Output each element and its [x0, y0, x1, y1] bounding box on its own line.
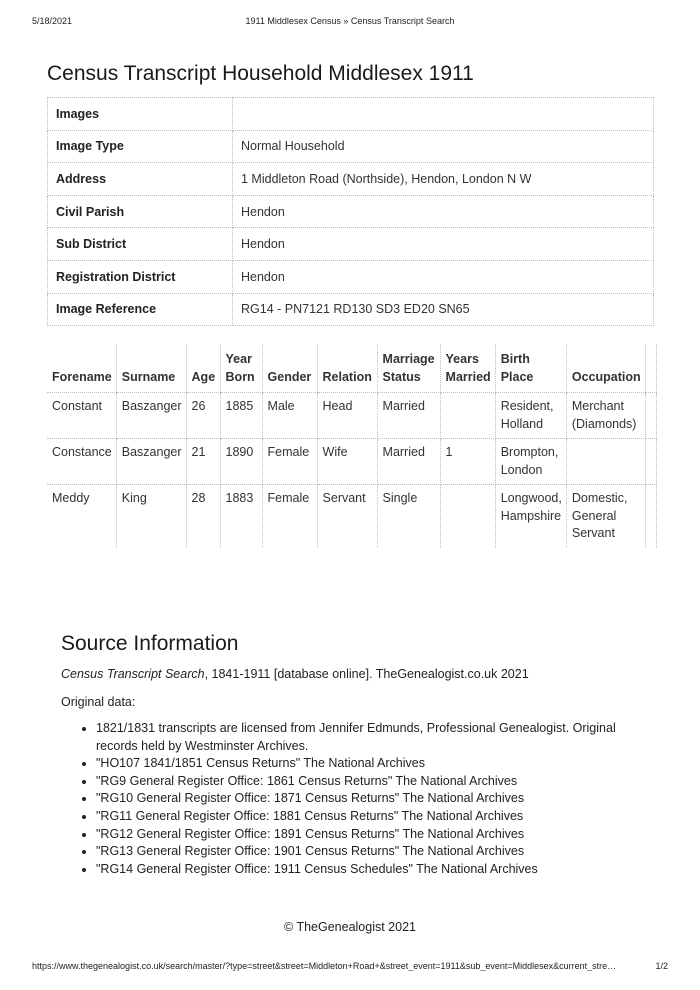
col-header-spacer [645, 344, 656, 393]
household-info-table [47, 97, 654, 326]
page-number: 1/2 [655, 961, 668, 971]
cell-relation: Head [317, 393, 377, 439]
col-header-surname: Surname [116, 344, 186, 393]
cell-occupation: Domestic, General Servant [566, 485, 645, 548]
cell-years-married [440, 485, 495, 548]
cell-surname: Baszanger [116, 393, 186, 439]
cell-forename: Meddy [47, 485, 116, 548]
print-header [32, 16, 668, 30]
list-item: • "RG11 General Register Office: 1881 Census Returns" The National Archives [96, 808, 656, 826]
col-header-birth-place: Birth Place [495, 344, 566, 393]
col-header-relation: Relation [317, 344, 377, 393]
info-value: Normal Household [233, 130, 654, 163]
table-row [47, 439, 656, 485]
info-label: Sub District [48, 228, 233, 261]
list-item: • "RG14 General Register Office: 1911 Census Schedules" The National Archives [96, 861, 656, 879]
info-row-image-type [48, 130, 654, 163]
cell-relation: Servant [317, 485, 377, 548]
info-value: Hendon [233, 260, 654, 293]
original-data-label: Original data: [61, 695, 136, 709]
cell-year-born: 1883 [220, 485, 262, 548]
info-row-address [48, 163, 654, 196]
citation-details: , 1841-1911 [database online]. TheGenealogist.co.uk 2021 [204, 667, 529, 681]
cell-relation: Wife [317, 439, 377, 485]
census-header-row [47, 344, 656, 393]
cell-age: 21 [186, 439, 220, 485]
info-value: RG14 - PN7121 RD130 SD3 ED20 SN65 [233, 293, 654, 326]
list-item: • "HO107 1841/1851 Census Returns" The National Archives [96, 755, 656, 773]
table-row [47, 393, 656, 439]
list-item: • "RG10 General Register Office: 1871 Census Returns" The National Archives [96, 790, 656, 808]
cell-occupation [566, 439, 645, 485]
cell-marriage-status: Single [377, 485, 440, 548]
cell-year-born: 1885 [220, 393, 262, 439]
table-row [47, 485, 656, 548]
cell-year-born: 1890 [220, 439, 262, 485]
cell-age: 28 [186, 485, 220, 548]
col-header-occupation: Occupation [566, 344, 645, 393]
copyright-notice: © TheGenealogist 2021 [284, 920, 416, 934]
info-value: 1 Middleton Road (Northside), Hendon, London N W [233, 163, 654, 196]
cell-gender: Male [262, 393, 317, 439]
info-row-images [48, 98, 654, 131]
info-row-sub-district [48, 228, 654, 261]
col-header-year-born: Year Born [220, 344, 262, 393]
census-table-container [47, 344, 657, 548]
print-page-title: 1911 Middlesex Census » Census Transcript Search [245, 16, 455, 26]
cell-years-married [440, 393, 495, 439]
list-item: • "RG9 General Register Office: 1861 Census Returns" The National Archives [96, 773, 656, 791]
info-label: Image Type [48, 130, 233, 163]
cell-birth-place: Longwood, Hampshire [495, 485, 566, 548]
list-item: • "RG12 General Register Office: 1891 Census Returns" The National Archives [96, 826, 656, 844]
cell-birth-place: Resident, Holland [495, 393, 566, 439]
cell-age: 26 [186, 393, 220, 439]
col-header-forename: Forename [47, 344, 116, 393]
cell-years-married: 1 [440, 439, 495, 485]
info-label: Civil Parish [48, 195, 233, 228]
cell-marriage-status: Married [377, 439, 440, 485]
cell-forename: Constance [47, 439, 116, 485]
source-heading: Source Information [61, 632, 239, 655]
info-label: Address [48, 163, 233, 196]
cell-forename: Constant [47, 393, 116, 439]
cell-spacer [645, 485, 656, 548]
info-row-image-reference [48, 293, 654, 326]
info-value [233, 98, 654, 131]
cell-spacer [645, 439, 656, 485]
info-row-civil-parish [48, 195, 654, 228]
col-header-years-married: Years Married [440, 344, 495, 393]
list-item: • "RG13 General Register Office: 1901 Census Returns" The National Archives [96, 843, 656, 861]
cell-birth-place: Brompton, London [495, 439, 566, 485]
print-footer [32, 961, 668, 973]
source-list [61, 720, 656, 878]
col-header-gender: Gender [262, 344, 317, 393]
cell-gender: Female [262, 439, 317, 485]
col-header-marriage-status: Marriage Status [377, 344, 440, 393]
citation-title: Census Transcript Search [61, 667, 205, 681]
cell-gender: Female [262, 485, 317, 548]
cell-surname: King [116, 485, 186, 548]
info-label: Registration District [48, 260, 233, 293]
cell-spacer [645, 393, 656, 439]
source-citation [61, 667, 529, 681]
list-item: • 1821/1831 transcripts are licensed from Jennifer Edmunds, Professional Genealogist. Original records held by Westminster Archives. [96, 720, 656, 755]
cell-occupation: Merchant (Diamonds) [566, 393, 645, 439]
info-row-registration-district [48, 260, 654, 293]
page-url: https://www.thegenealogist.co.uk/search/master/?type=street&street=Middleton+Road+&street_event=1911&sub_event=Middlesex&current_stre… [32, 961, 617, 971]
info-label: Images [48, 98, 233, 131]
info-label: Image Reference [48, 293, 233, 326]
info-value: Hendon [233, 195, 654, 228]
cell-marriage-status: Married [377, 393, 440, 439]
household-members-table [47, 344, 657, 548]
info-value: Hendon [233, 228, 654, 261]
col-header-age: Age [186, 344, 220, 393]
page-title: Census Transcript Household Middlesex 1911 [47, 62, 474, 85]
cell-surname: Baszanger [116, 439, 186, 485]
print-date: 5/18/2021 [32, 16, 73, 26]
